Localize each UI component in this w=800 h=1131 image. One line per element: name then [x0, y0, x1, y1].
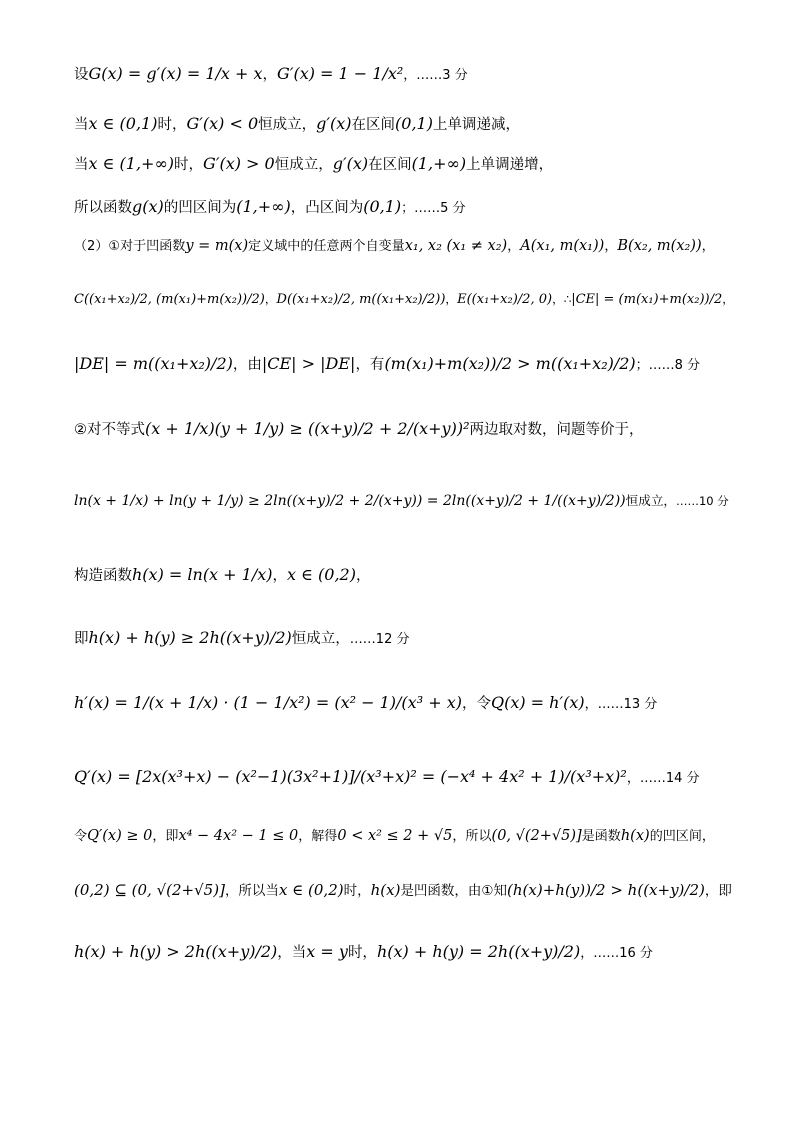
text-run: ， — [272, 568, 287, 584]
math-expression: Q(x) = h′(x) — [490, 693, 585, 712]
math-expression: h(x) + h(y) ≥ 2h((x+y)/2) — [88, 628, 292, 647]
text-run: 恒成立， — [274, 157, 333, 173]
math-expression: Q′(x) = [2x(x³+x) − (x²−1)(3x²+1)]/(x³+x)² = (−x⁴ + 4x² + 1)/(x³+x)² — [74, 767, 627, 786]
score-marker: ，……16 分 — [580, 946, 653, 961]
math-expression: h(x) + h(y) > 2h((x+y)/2) — [74, 942, 278, 961]
text-run: ，即 — [704, 883, 732, 899]
math-expression: G′(x) > 0 — [203, 154, 275, 173]
math-expression: (1,+∞) — [411, 154, 467, 173]
math-expression: x ∈ (1,+∞) — [88, 154, 175, 173]
text-run: ， — [262, 67, 278, 83]
line-subset-convex — [74, 880, 734, 901]
text-run: ， — [701, 239, 715, 254]
text-run: 当 — [74, 157, 89, 173]
line-increasing — [74, 154, 734, 175]
math-expression: g′(x) — [332, 154, 369, 173]
text-run: ， — [445, 292, 458, 306]
text-run: 时， — [347, 945, 377, 961]
line-ce-de-compare — [74, 354, 734, 376]
line-part2-setup — [74, 236, 734, 257]
math-expression: h(x) — [370, 881, 401, 899]
math-expression: C((x₁+x₂)/2, (m(x₁)+m(x₂))/2) — [74, 292, 265, 307]
line-decreasing — [74, 114, 734, 135]
text-run: （2）①对于凹函数 — [74, 239, 186, 254]
text-run: 是凹函数，由①知 — [400, 883, 508, 899]
math-expression: |DE| = m((x₁+x₂)/2) — [74, 354, 233, 373]
text-run: 设 — [74, 67, 89, 83]
text-run: 的凹区间为 — [163, 200, 237, 216]
math-expression: h(x) — [620, 828, 650, 844]
math-expression: y = m(x) — [185, 238, 249, 254]
text-run: 恒成立， — [625, 493, 677, 508]
line-h-derivative — [74, 693, 734, 715]
line-conclusion — [74, 942, 734, 964]
line-q-derivative — [74, 767, 734, 789]
text-run: ，解得 — [298, 829, 338, 844]
math-expression: (x + 1/x)(y + 1/y) ≥ ((x+y)/2 + 2/(x+y))² — [145, 419, 470, 438]
text-run: 时， — [343, 883, 371, 899]
text-run: ，凸区间为 — [290, 200, 364, 216]
math-expression: G(x) = g′(x) = 1/x + x — [88, 64, 263, 83]
text-run: ，所以当 — [224, 883, 279, 899]
text-run: 时， — [157, 117, 187, 133]
text-run: ，当 — [277, 945, 307, 961]
text-run: 两边取对数，问题等价于， — [469, 422, 644, 438]
text-run: 上单调递增， — [466, 157, 554, 173]
math-expression: (0,2) ⊆ (0, √(2+√5)] — [74, 881, 225, 899]
text-run: 上单调递减， — [432, 117, 520, 133]
math-expression: (0, √(2+√5)] — [491, 828, 582, 844]
line-g-derivative — [74, 64, 734, 86]
math-expression: 0 < x² ≤ 2 + √5 — [337, 828, 453, 844]
math-expression: (0,1) — [395, 114, 433, 133]
math-expression: Q′(x) ≥ 0 — [87, 828, 153, 844]
line-points-cde — [74, 289, 734, 310]
text-run: 的凹区间， — [649, 829, 715, 844]
text-run: ， — [264, 292, 277, 306]
text-run: 恒成立， — [258, 117, 317, 133]
text-run: 当 — [74, 117, 89, 133]
math-expression: |CE| = (m(x₁)+m(x₂))/2 — [571, 292, 723, 307]
math-expression: (h(x)+h(y))/2 > h((x+y)/2) — [507, 881, 705, 899]
text-run: 令 — [74, 829, 88, 844]
text-run: ②对不等式 — [74, 422, 145, 438]
text-run: 在区间 — [368, 157, 412, 173]
score-marker: ；……8 分 — [635, 358, 701, 373]
math-expression: x ∈ (0,2) — [287, 565, 356, 584]
line-inequality — [74, 419, 734, 440]
math-expression: g′(x) — [316, 114, 352, 133]
score-marker: ；……5 分 — [401, 201, 466, 216]
text-run: ，∴ — [552, 292, 572, 306]
text-run: 构造函数 — [74, 568, 132, 584]
score-marker: ，……14 分 — [626, 771, 700, 786]
math-expression: x₁, x₂ (x₁ ≠ x₂) — [404, 238, 508, 254]
math-expression: (1,+∞) — [236, 197, 291, 216]
math-expression: h(x) = ln(x + 1/x) — [132, 565, 273, 584]
text-run: ，即 — [152, 829, 179, 844]
text-run: ，所以 — [452, 829, 492, 844]
text-run: 所以函数 — [74, 200, 132, 216]
math-expression: x = y — [306, 942, 348, 961]
math-expression: B(x₂, m(x₂)) — [617, 238, 702, 254]
math-expression: x⁴ − 4x² − 1 ≤ 0 — [178, 828, 299, 844]
text-run: ， — [604, 239, 618, 254]
text-run: 时， — [174, 157, 204, 173]
text-run: ， — [722, 292, 734, 306]
text-run: ，由 — [232, 357, 262, 373]
math-expression: (m(x₁)+m(x₂))/2 > m((x₁+x₂)/2) — [384, 354, 636, 373]
math-expression: ln(x + 1/x) + ln(y + 1/y) ≥ 2ln((x+y)/2 + 2/(x+y)) = 2ln((x+y)/2 + 1/((x+y)/2)) — [74, 493, 626, 509]
line-construct-h — [74, 565, 734, 586]
score-marker: ，……3 分 — [403, 68, 468, 83]
text-run: 定义域中的任意两个自变量 — [248, 239, 405, 254]
line-h-inequality — [74, 628, 734, 650]
text-run: ，令 — [461, 696, 491, 712]
math-expression: |CE| > |DE| — [261, 354, 356, 373]
math-expression: A(x₁, m(x₁)) — [520, 238, 605, 254]
text-run: ， — [355, 568, 371, 584]
score-marker: ，……13 分 — [584, 697, 658, 712]
math-expression: E((x₁+x₂)/2, 0) — [457, 292, 553, 307]
math-expression: h(x) + h(y) = 2h((x+y)/2) — [376, 942, 581, 961]
text-run: ， — [507, 239, 521, 254]
math-expression: G′(x) = 1 − 1/x² — [277, 64, 404, 83]
line-concave-interval — [74, 197, 734, 219]
math-expression: x ∈ (0,2) — [278, 881, 344, 899]
text-run: 是函数 — [581, 829, 621, 844]
math-expression: g(x) — [132, 197, 164, 216]
text-run: 在区间 — [351, 117, 396, 133]
text-run: 即 — [74, 631, 89, 647]
math-expression: D((x₁+x₂)/2, m((x₁+x₂)/2)) — [276, 292, 446, 307]
math-expression: h′(x) = 1/(x + 1/x) · (1 − 1/x²) = (x² − 1)/(x³ + x) — [74, 693, 462, 712]
line-q-nonneg — [74, 826, 734, 847]
math-expression: (0,1) — [363, 197, 402, 216]
math-expression: x ∈ (0,1) — [88, 114, 158, 133]
score-marker: ……10 分 — [676, 494, 729, 508]
line-log-transform — [74, 491, 734, 511]
math-expression: G′(x) < 0 — [186, 114, 259, 133]
score-marker: ……12 分 — [349, 632, 410, 647]
text-run: ，有 — [355, 357, 385, 373]
text-run: 恒成立， — [291, 631, 350, 647]
